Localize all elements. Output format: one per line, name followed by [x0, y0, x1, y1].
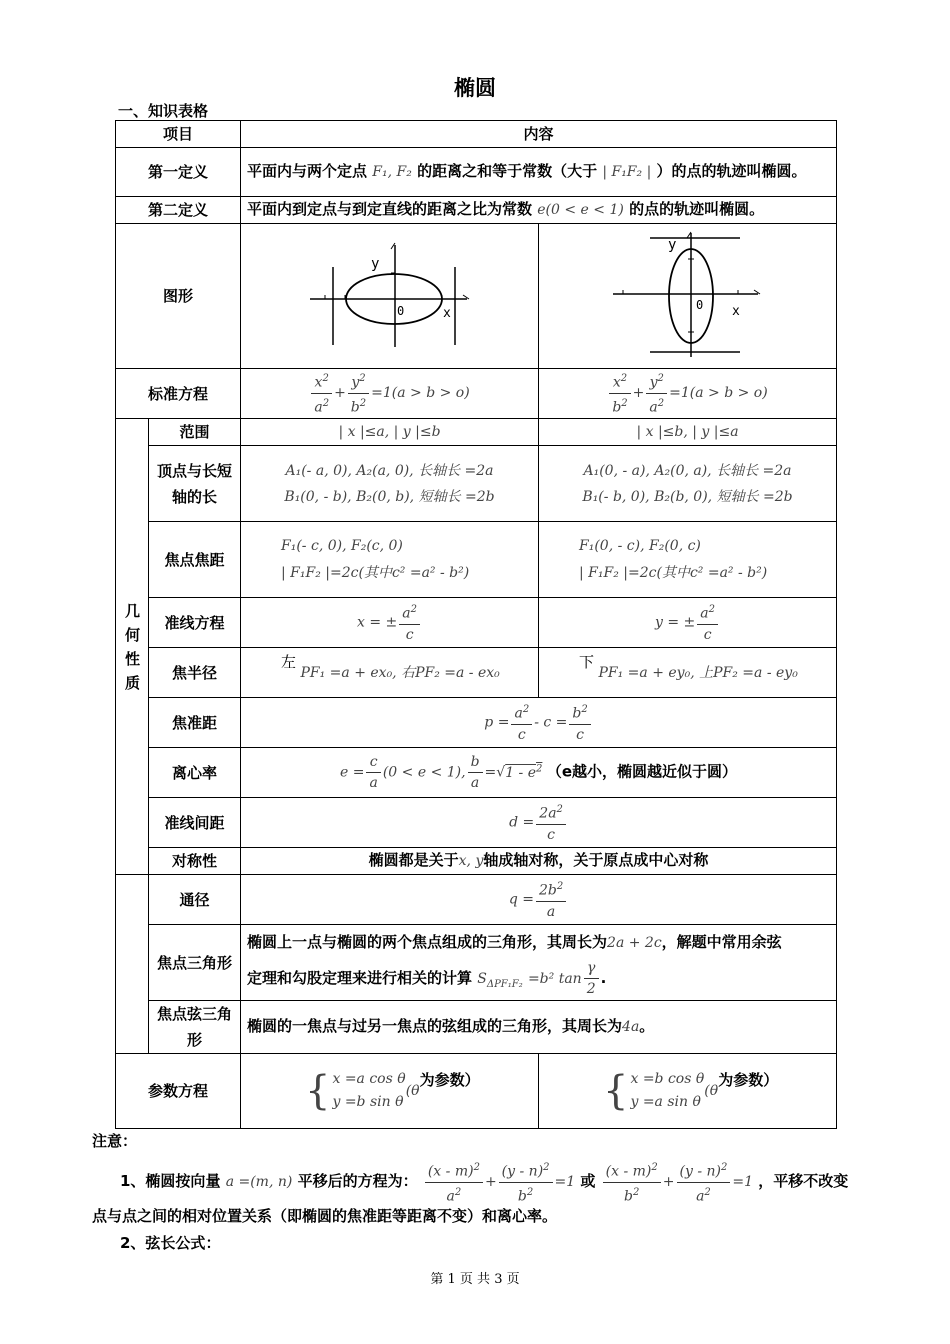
- std-left-tail: =1(a > b > o): [371, 385, 470, 402]
- radius-left: [241, 648, 539, 698]
- left-graph-y-label: y: [370, 255, 379, 272]
- section-heading: 一、知识表格: [118, 102, 209, 120]
- header-content: 内容: [241, 121, 837, 148]
- sym-content: [241, 848, 837, 875]
- def2-math: e(0 < e < 1): [537, 202, 624, 218]
- std-left: $\frac{x^2}{a^2}$ + $\frac{y^2}{b^2}$ =1(a > b > o): [241, 369, 539, 419]
- vertex-left: [241, 446, 539, 522]
- vertex-right: [539, 446, 837, 522]
- directrix-right: y = ± $\frac{a^2}{c}$: [539, 598, 837, 648]
- notes-item1-or: 或: [580, 1172, 596, 1191]
- latus-label: 通径: [149, 875, 241, 925]
- focus-right-line2: | F₁F₂ |=2c(其中c² =a² - b²): [579, 564, 768, 581]
- param-right: { x =b cos θ y =a sin θ(θ为参数）: [539, 1054, 837, 1129]
- sym-text-a: 椭圆都是关于: [368, 851, 459, 869]
- ecc-label: 离心率: [149, 748, 241, 798]
- fdist-formula: p = $\frac{a^2}{c}$ - c = $\frac{b^2}{c}$: [241, 698, 837, 748]
- focus-left-line1: F₁(- c, 0), F₂(c, 0): [281, 537, 403, 554]
- ftri-label: 焦点三角形: [149, 925, 241, 1001]
- right-graph-y-label: y: [667, 237, 676, 253]
- range-label: 范围: [149, 419, 241, 446]
- notes-item1: 1、椭圆按向量 a =(m, n) 平移后的方程为： $\frac{(x - m)^2}{a^2}$ + $\frac{(y - n)^2}{b^2}$ =1 或 $\frac{(x - m)^2}{b^2}$ + $\frac{(y - n)^2}{a^2}$ =1 ，平移不改变: [120, 1158, 860, 1206]
- graph-label: 图形: [116, 224, 241, 369]
- left-graph-x-label: x: [442, 305, 451, 321]
- notes-item1-a: 1、椭圆按向量: [120, 1172, 221, 1191]
- param-label: 参数方程: [116, 1054, 241, 1129]
- dspace-label: 准线间距: [149, 798, 241, 848]
- chord-text-b: 。: [639, 1017, 655, 1035]
- chord-text-a: 椭圆的一焦点与过另一焦点的弦组成的三角形，其周长为: [247, 1017, 623, 1035]
- chord-math: 4a: [622, 1019, 640, 1035]
- right-graph-origin: 0: [695, 298, 703, 312]
- notes-item2: 2、弦长公式：: [120, 1234, 221, 1252]
- chord-content: [241, 1001, 837, 1054]
- ftri-text-b: ，解题中常用余弦: [661, 933, 782, 951]
- vertex-right-line1: A₁(0, - a), A₂(0, a), 长轴长 =2a: [583, 462, 792, 479]
- vertical-ellipse-figure: [608, 229, 768, 359]
- notes-item1-c: ，平移不改变: [758, 1172, 849, 1191]
- param-left-y: y =b sin θ: [332, 1094, 404, 1110]
- def2-content: [241, 197, 837, 224]
- ftri-math: 2a + 2c: [607, 935, 662, 951]
- graph-horizontal-ellipse: [241, 224, 539, 369]
- focus-label: 焦点焦距: [149, 522, 241, 598]
- page-title: 椭圆: [454, 76, 496, 100]
- ftri-content: 椭圆上一点与椭圆的两个焦点组成的三角形，其周长为2a + 2c，解题中常用余弦 定理和勾股定理来进行相关的计算 $S_{\Delta PF_1F_2} =b^2$ tan $\frac{\gamma}{2}$ .: [241, 925, 837, 1001]
- def2-text-b: 的点的轨迹叫椭圆。: [629, 200, 765, 218]
- directrix-label: 准线方程: [149, 598, 241, 648]
- def1-content: [241, 148, 837, 197]
- def1-text-b: 的距离之和等于常数（大于: [417, 162, 598, 180]
- ftri-area: =b² tan: [527, 971, 582, 987]
- radius-left-tag: 左: [281, 653, 297, 671]
- radius-right: [539, 648, 837, 698]
- sym-math: x, y: [458, 853, 484, 869]
- range-right: | x |≤b, | y |≤a: [539, 419, 837, 446]
- ftri-text-c: 定理和勾股定理来进行相关的计算: [247, 969, 473, 987]
- radius-left-formula: PF₁ =a + ex₀, 右PF₂ =a - ex₀: [300, 665, 500, 681]
- param-right-x: x =b cos θ: [630, 1071, 705, 1087]
- param-right-note: 为参数）: [718, 1071, 779, 1089]
- dspace-formula: d = $\frac{2a^2}{c}$: [241, 798, 837, 848]
- focus-left: [241, 522, 539, 598]
- def2-text-a: 平面内到定点与到定直线的距离之比为常数: [247, 200, 533, 218]
- sym-label: 对称性: [149, 848, 241, 875]
- notes-item1-vector: a =(m, n): [225, 1174, 293, 1191]
- geo-continued: [116, 875, 149, 1054]
- latus-formula: q = $\frac{2b^2}{a}$: [241, 875, 837, 925]
- geo-label-cell: [116, 419, 149, 875]
- vertex-right-line2: B₁(- b, 0), B₂(b, 0), 短轴长 =2b: [582, 488, 793, 505]
- range-left: | x |≤a, | y |≤b: [241, 419, 539, 446]
- fdist-label: 焦准距: [149, 698, 241, 748]
- vertex-left-line2: B₁(0, - b), B₂(0, b), 短轴长 =2b: [284, 488, 495, 505]
- directrix-right-text: y = ±: [655, 614, 696, 631]
- directrix-left-text: x = ±: [357, 614, 398, 631]
- chord-label: 焦点弦三角形: [149, 1001, 241, 1054]
- notes-item1-d: 点与点之间的相对位置关系（即椭圆的焦准距等距离不变）和离心率。: [92, 1207, 558, 1225]
- def1-text-a: 平面内与两个定点: [247, 162, 368, 180]
- param-left-note: 为参数）: [419, 1071, 480, 1089]
- directrix-left: x = ± $\frac{a^2}{c}$: [241, 598, 539, 648]
- focus-right: [539, 522, 837, 598]
- param-left: { x =a cos θ y =b sin θ(θ为参数）: [241, 1054, 539, 1129]
- right-graph-x-label: x: [731, 304, 740, 319]
- std-right: $\frac{x^2}{b^2}$ + $\frac{y^2}{a^2}$ =1(a > b > o): [539, 369, 837, 419]
- focus-left-line2: | F₁F₂ |=2c(其中c² =a² - b²): [281, 564, 470, 581]
- focus-right-line1: F₁(0, - c), F₂(0, c): [579, 537, 701, 554]
- notes-heading: 注意：: [92, 1132, 138, 1150]
- def1-foci: F₁, F₂: [372, 164, 412, 180]
- def2-label: 第二定义: [116, 197, 241, 224]
- radius-right-tag: 下: [579, 653, 595, 671]
- def1-text-c: ）的点的轨迹叫椭圆。: [656, 162, 807, 180]
- ftri-text-a: 椭圆上一点与椭圆的两个焦点组成的三角形，其周长为: [247, 933, 608, 951]
- param-left-x: x =a cos θ: [332, 1071, 406, 1087]
- radius-label: 焦半径: [149, 648, 241, 698]
- knowledge-table: [115, 120, 837, 1129]
- geo-label: 几何性质: [125, 601, 141, 692]
- ecc-formula: e = $\frac{c}{a}$ (0 < e < 1), $\frac{b}{a}$ $=√1 - e^2$ （e越小，椭圆越近似于圆）: [241, 748, 837, 798]
- vertex-label: 顶点与长短轴的长: [149, 446, 241, 522]
- radius-right-formula: PF₁ =a + ey₀, 上PF₂ =a - ey₀: [598, 665, 798, 681]
- std-label: 标准方程: [116, 369, 241, 419]
- sym-text-b: 轴成轴对称，关于原点成中心对称: [483, 851, 709, 869]
- ecc-note: （e越小，椭圆越近似于圆）: [546, 762, 738, 781]
- notes-item1-b: 平移后的方程为：: [297, 1172, 418, 1191]
- graph-vertical-ellipse: [539, 224, 837, 369]
- horizontal-ellipse-figure: [305, 237, 475, 352]
- def1-dist: | F₁F₂ |: [602, 164, 652, 180]
- header-item: 项目: [116, 121, 241, 148]
- std-right-tail: =1(a > b > o): [669, 385, 768, 402]
- left-graph-origin: 0: [396, 303, 404, 318]
- page-footer: 第 1 页 共 3 页: [430, 1272, 520, 1287]
- param-right-y: y =a sin θ: [630, 1094, 701, 1110]
- vertex-left-line1: A₁(- a, 0), A₂(a, 0), 长轴长 =2a: [285, 462, 494, 479]
- def1-label: 第一定义: [116, 148, 241, 197]
